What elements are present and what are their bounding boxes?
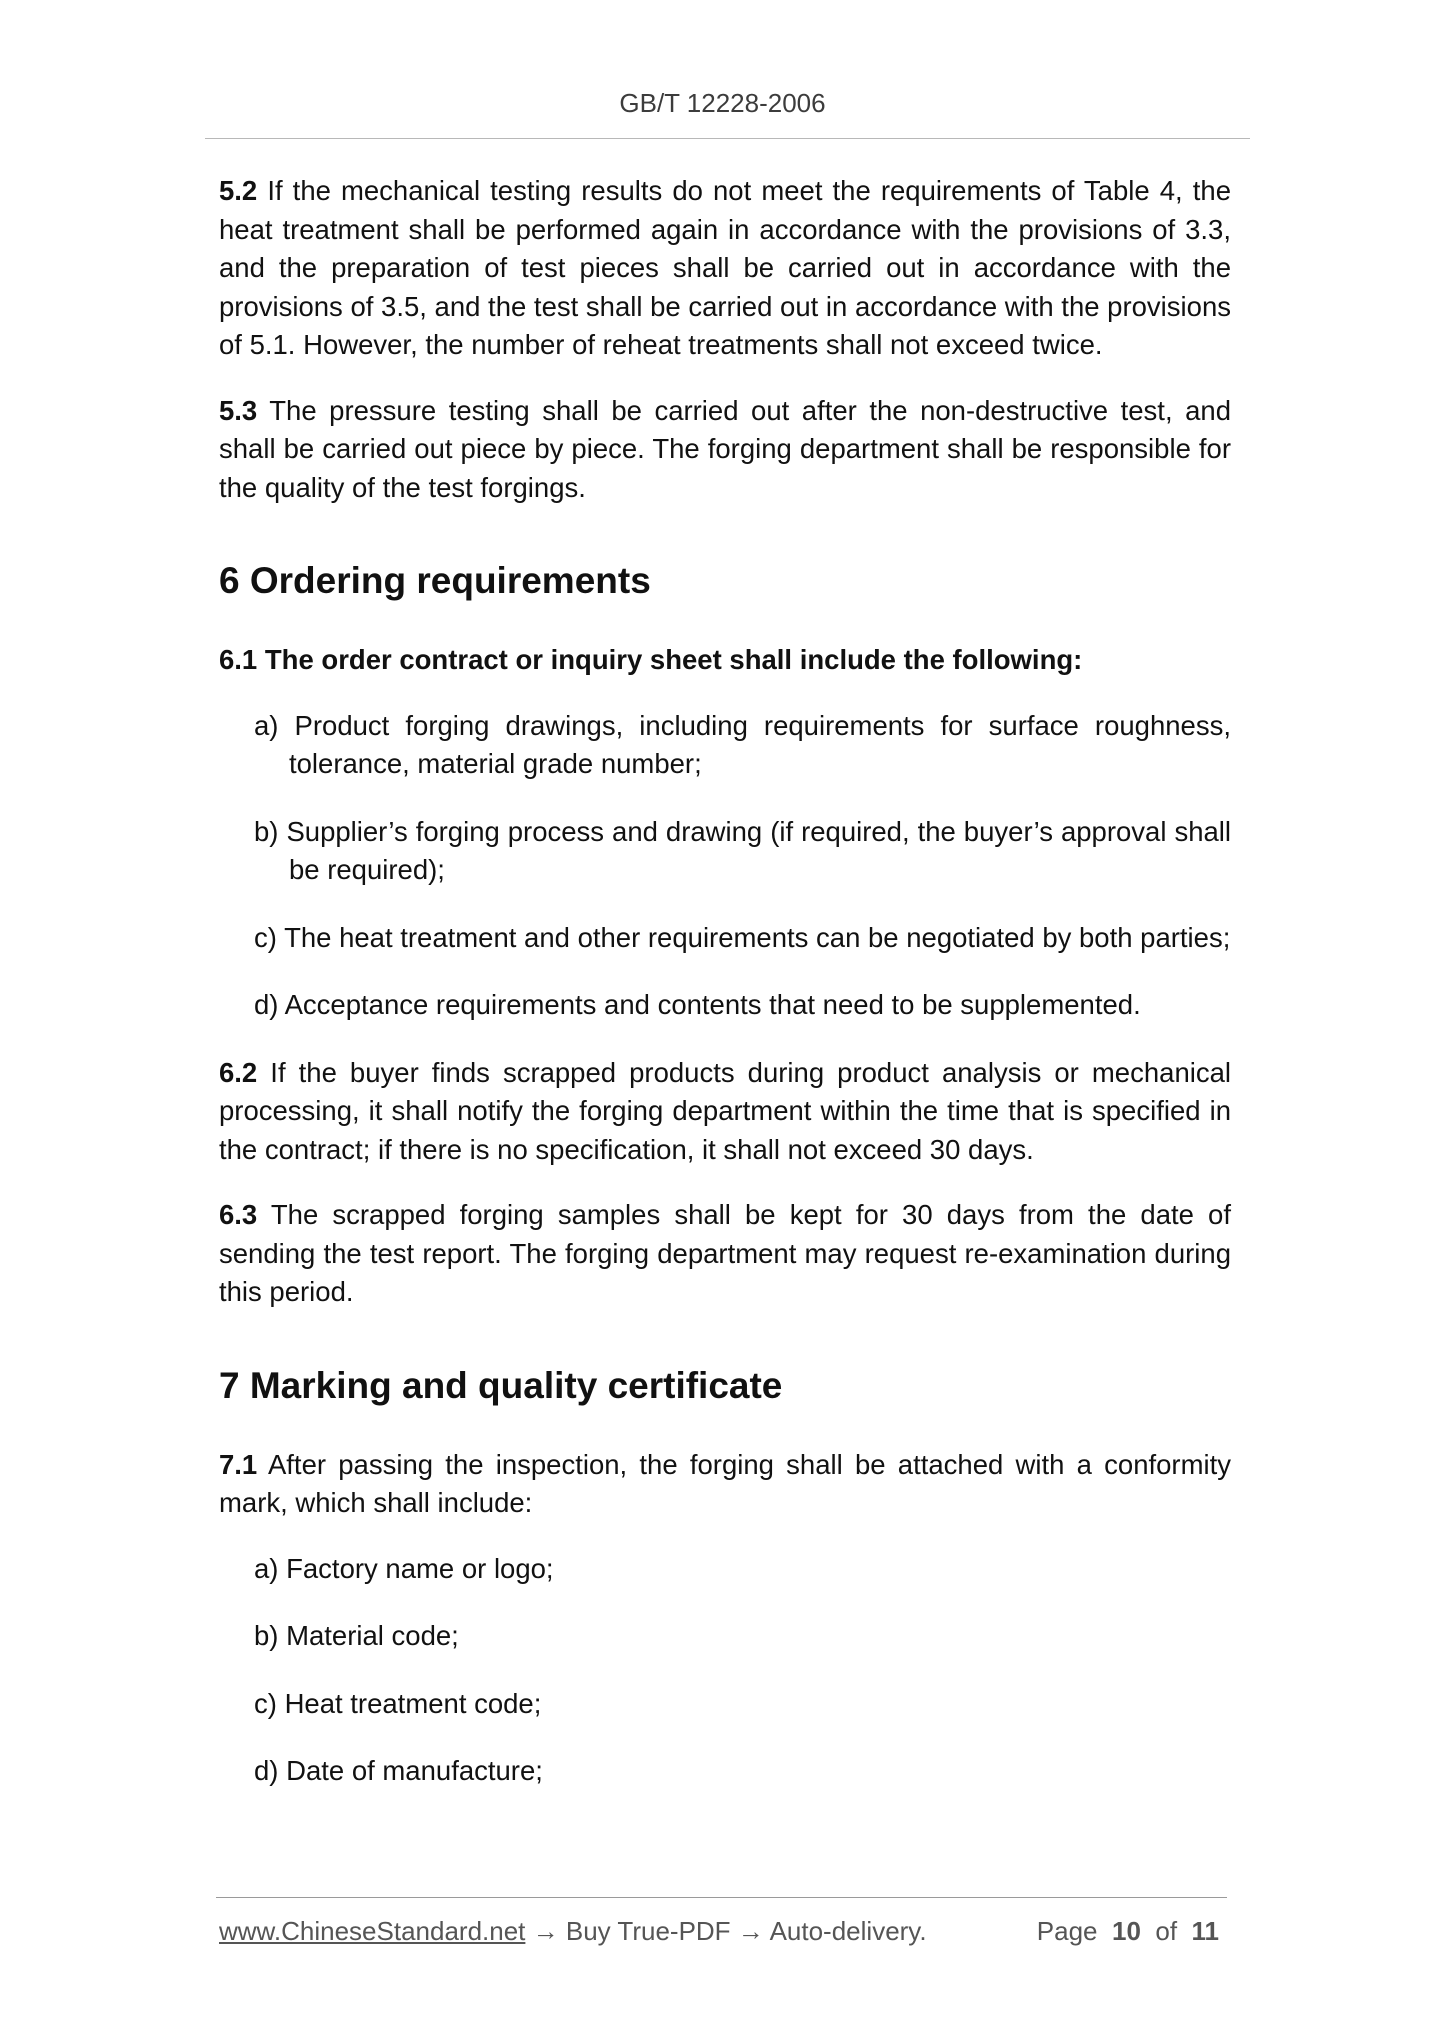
list-text: Acceptance requirements and contents that need to be supplemented. — [284, 989, 1141, 1020]
section-heading-7: 7 Marking and quality certificate — [219, 1364, 783, 1406]
clause-number: 7.1 — [219, 1448, 258, 1480]
list-item — [219, 1752, 1231, 1791]
list-marker: a) — [254, 709, 295, 741]
clause-6-2 — [219, 1054, 1231, 1170]
list-text: Material code; — [286, 1620, 459, 1651]
clause-5-3 — [219, 392, 1231, 508]
page-label: Page — [1036, 1916, 1098, 1946]
list-text: Product forging drawings, including requirements for surface roughness, tolerance, material grade number; — [289, 709, 1231, 779]
footer-tagline: → Buy True-PDF → Auto-delivery. — [525, 1916, 927, 1946]
clause-7-1 — [219, 1446, 1231, 1523]
website-link[interactable]: www.ChineseStandard.net — [219, 1916, 526, 1946]
marking-list — [219, 1550, 1231, 1791]
list-marker: d) — [254, 989, 285, 1020]
clause-text: If the buyer finds scrapped products during product analysis or mechanical processing, it shall notify the forging department within the time that is specified in the contract; if there is no specification, it shall not exceed 30 days. — [219, 1056, 1231, 1165]
list-marker: b) — [254, 815, 287, 847]
clause-text: If the mechanical testing results do not meet the requirements of Table 4, the heat treatment shall be performed again in accordance with the provisions of 3.3, and the preparation of test pieces shall be carried out in accordance with the provisions of 3.5, and the test shall be carried out in accordance with the provisions of 5.1. However, the number of reheat treatments shall not exceed twice. — [219, 175, 1231, 360]
clause-5-2 — [219, 172, 1231, 365]
list-marker: c) — [254, 921, 285, 953]
list-item — [219, 1685, 1231, 1724]
list-item — [219, 1617, 1231, 1656]
list-text: Supplier’s forging process and drawing (if required, the buyer’s approval shall be required); — [286, 815, 1231, 885]
page-number: 10 — [1111, 1916, 1141, 1946]
list-item — [219, 1550, 1231, 1589]
list-marker: d) — [254, 1755, 287, 1786]
list-marker: a) — [254, 1552, 287, 1584]
of-label: of — [1155, 1916, 1178, 1946]
section-heading-6: 6 Ordering requirements — [219, 560, 651, 601]
list-item — [219, 986, 1231, 1025]
page-header-title: GB/T 12228-2006 — [619, 88, 826, 118]
list-text: Date of manufacture; — [286, 1755, 543, 1786]
clause-text: The scrapped forging samples shall be kept for 30 days from the date of sending the test report. The forging department may request re-examination during this period. — [219, 1199, 1231, 1307]
list-item — [219, 707, 1231, 784]
clause-6-3 — [219, 1196, 1231, 1312]
list-item — [219, 813, 1231, 890]
clause-text: After passing the inspection, the forging shall be attached with a conformity mark, which shall include: — [219, 1448, 1231, 1518]
footer-promo — [219, 1916, 927, 1947]
page-total: 11 — [1191, 1916, 1219, 1946]
list-marker: b) — [254, 1620, 287, 1651]
clause-number: 6.3 — [219, 1199, 258, 1230]
clause-6-1-heading: 6.1 The order contract or inquiry sheet shall include the following: — [219, 644, 1083, 675]
list-text: The heat treatment and other requirements can be negotiated by both parties; — [284, 921, 1231, 953]
clause-number: 5.3 — [219, 394, 258, 426]
clause-number: 6.2 — [219, 1056, 258, 1088]
list-marker: c) — [254, 1687, 285, 1719]
clause-text: The pressure testing shall be carried out after the non-destructive test, and shall be carried out piece by piece. The forging department shall be responsible for the quality of the test forgings. — [219, 394, 1231, 503]
document-body — [219, 172, 1231, 1820]
list-text: Factory name or logo; — [286, 1552, 554, 1584]
footer-divider — [216, 1897, 1227, 1898]
clause-number: 5.2 — [219, 175, 258, 206]
page-indicator — [1037, 1916, 1219, 1947]
ordering-list — [219, 707, 1231, 1025]
list-text: Heat treatment code; — [284, 1687, 542, 1719]
list-item — [219, 919, 1231, 958]
page-footer — [219, 1916, 1219, 1950]
header-divider — [205, 138, 1250, 139]
